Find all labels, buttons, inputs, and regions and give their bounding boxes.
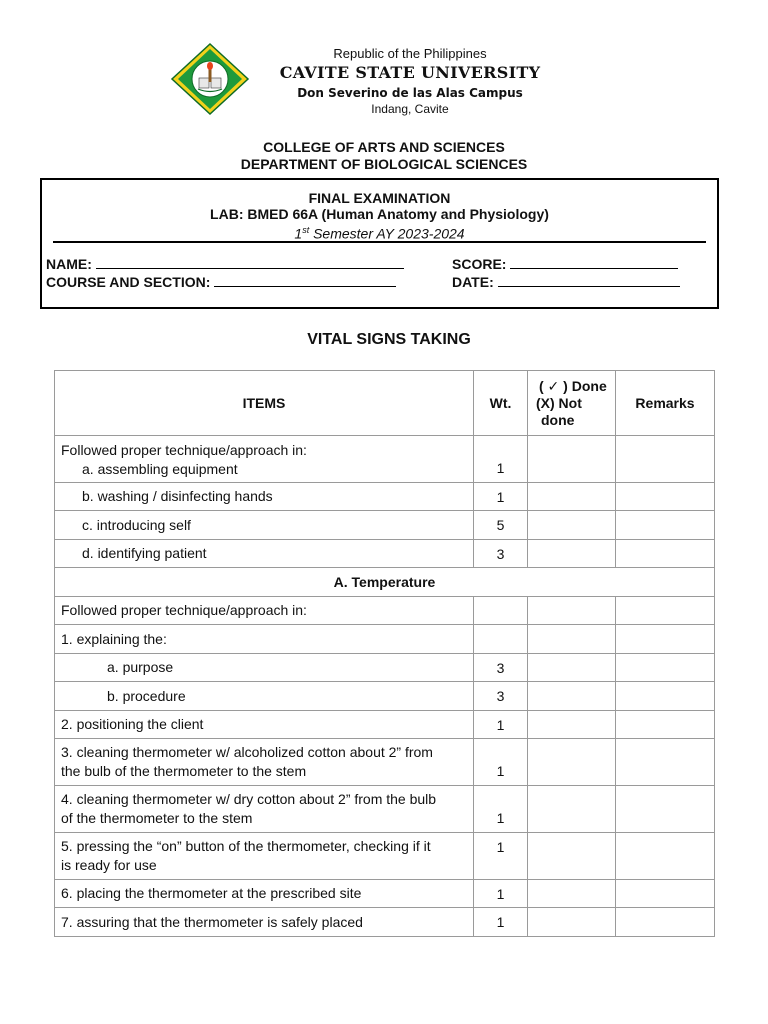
done-cell[interactable]	[528, 436, 616, 483]
item-description: 1. explaining the:	[55, 625, 474, 654]
item-description: Followed proper technique/approach in: a. assembling equipment	[55, 436, 474, 483]
table-row	[55, 786, 715, 833]
table-row	[55, 833, 715, 880]
items-header: ITEMS	[55, 371, 474, 436]
republic-heading: Republic of the Philippines	[333, 46, 487, 61]
score-label: SCORE:	[452, 256, 507, 272]
table-row	[55, 908, 715, 937]
name-field[interactable]	[46, 256, 404, 272]
college-name: COLLEGE OF ARTS AND SCIENCES	[263, 139, 505, 155]
remarks-cell[interactable]	[616, 786, 715, 833]
done-cell[interactable]	[528, 908, 616, 937]
done-cell[interactable]	[528, 711, 616, 739]
item-weight	[474, 625, 528, 654]
exam-title: FINAL EXAMINATION	[308, 190, 451, 206]
item-description: 3. cleaning thermometer w/ alcoholized cotton about 2” from the bulb of the thermometer to the stem	[55, 739, 474, 786]
item-description: c. introducing self	[55, 511, 474, 540]
done-cell[interactable]	[528, 833, 616, 880]
item-description: 2. positioning the client	[55, 711, 474, 739]
score-field[interactable]	[452, 256, 678, 272]
item-description: 5. pressing the “on” button of the thermometer, checking if it is ready for use	[55, 833, 474, 880]
university-seal-logo	[170, 42, 250, 116]
table-row	[55, 483, 715, 511]
done-cell[interactable]	[528, 625, 616, 654]
exam-divider	[53, 241, 706, 243]
item-description: 4. cleaning thermometer w/ dry cotton about 2” from the bulb of the thermometer to the stem	[55, 786, 474, 833]
table-row	[55, 739, 715, 786]
date-field[interactable]	[452, 274, 680, 290]
done-cell[interactable]	[528, 880, 616, 908]
item-description: Followed proper technique/approach in:	[55, 597, 474, 625]
table-row	[55, 880, 715, 908]
done-cell[interactable]	[528, 511, 616, 540]
table-row	[55, 682, 715, 711]
item-weight: 1	[474, 483, 528, 511]
done-cell[interactable]	[528, 739, 616, 786]
remarks-header: Remarks	[616, 371, 715, 436]
done-cell[interactable]	[528, 540, 616, 568]
item-description: d. identifying patient	[55, 540, 474, 568]
university-name: CAVITE STATE UNIVERSITY	[279, 63, 541, 82]
item-description: b. procedure	[55, 682, 474, 711]
item-weight: 1	[474, 833, 528, 880]
item-weight	[474, 597, 528, 625]
item-description: 7. assuring that the thermometer is safely placed	[55, 908, 474, 937]
exam-semester: 1st Semester AY 2023-2024	[294, 225, 465, 242]
exam-info-box	[40, 178, 719, 309]
date-blank[interactable]	[498, 274, 680, 287]
campus-name: Don Severino de las Alas Campus	[297, 86, 523, 100]
score-blank[interactable]	[510, 256, 678, 269]
item-weight: 1	[474, 880, 528, 908]
course-section-blank[interactable]	[214, 274, 396, 287]
section-title: VITAL SIGNS TAKING	[307, 331, 471, 348]
section-row-temperature	[55, 568, 715, 597]
name-blank[interactable]	[96, 256, 404, 269]
remarks-cell[interactable]	[616, 597, 715, 625]
section-heading: A. Temperature	[55, 568, 715, 597]
remarks-cell[interactable]	[616, 436, 715, 483]
item-weight: 3	[474, 682, 528, 711]
done-cell[interactable]	[528, 682, 616, 711]
done-cell[interactable]	[528, 597, 616, 625]
table-header-row	[55, 371, 715, 436]
item-weight: 1	[474, 711, 528, 739]
item-description: b. washing / disinfecting hands	[55, 483, 474, 511]
remarks-cell[interactable]	[616, 625, 715, 654]
vital-signs-checklist-table	[54, 370, 715, 937]
department-name: DEPARTMENT OF BIOLOGICAL SCIENCES	[240, 156, 528, 172]
table-row	[55, 711, 715, 739]
table-row	[55, 625, 715, 654]
remarks-cell[interactable]	[616, 483, 715, 511]
remarks-cell[interactable]	[616, 511, 715, 540]
item-weight: 5	[474, 511, 528, 540]
done-header: ( ✓ ) Done (X) Not done	[528, 371, 616, 436]
campus-location: Indang, Cavite	[371, 102, 449, 116]
exam-course: LAB: BMED 66A (Human Anatomy and Physiology)	[210, 206, 549, 222]
table-row	[55, 436, 715, 483]
item-weight: 3	[474, 654, 528, 682]
remarks-cell[interactable]	[616, 908, 715, 937]
item-weight: 1	[474, 739, 528, 786]
date-label: DATE:	[452, 274, 494, 290]
remarks-cell[interactable]	[616, 833, 715, 880]
item-weight: 1	[474, 786, 528, 833]
item-description: a. purpose	[55, 654, 474, 682]
remarks-cell[interactable]	[616, 654, 715, 682]
done-cell[interactable]	[528, 483, 616, 511]
remarks-cell[interactable]	[616, 682, 715, 711]
item-weight: 1	[474, 908, 528, 937]
remarks-cell[interactable]	[616, 739, 715, 786]
remarks-cell[interactable]	[616, 540, 715, 568]
weight-header: Wt.	[474, 371, 528, 436]
done-cell[interactable]	[528, 786, 616, 833]
remarks-cell[interactable]	[616, 880, 715, 908]
table-row	[55, 511, 715, 540]
course-section-label: COURSE AND SECTION:	[46, 274, 211, 290]
table-row	[55, 597, 715, 625]
table-row	[55, 654, 715, 682]
table-row	[55, 540, 715, 568]
item-description: 6. placing the thermometer at the prescribed site	[55, 880, 474, 908]
remarks-cell[interactable]	[616, 711, 715, 739]
done-cell[interactable]	[528, 654, 616, 682]
item-weight: 1	[474, 436, 528, 483]
name-label: NAME:	[46, 256, 92, 272]
item-weight: 3	[474, 540, 528, 568]
course-section-field[interactable]	[46, 274, 396, 290]
